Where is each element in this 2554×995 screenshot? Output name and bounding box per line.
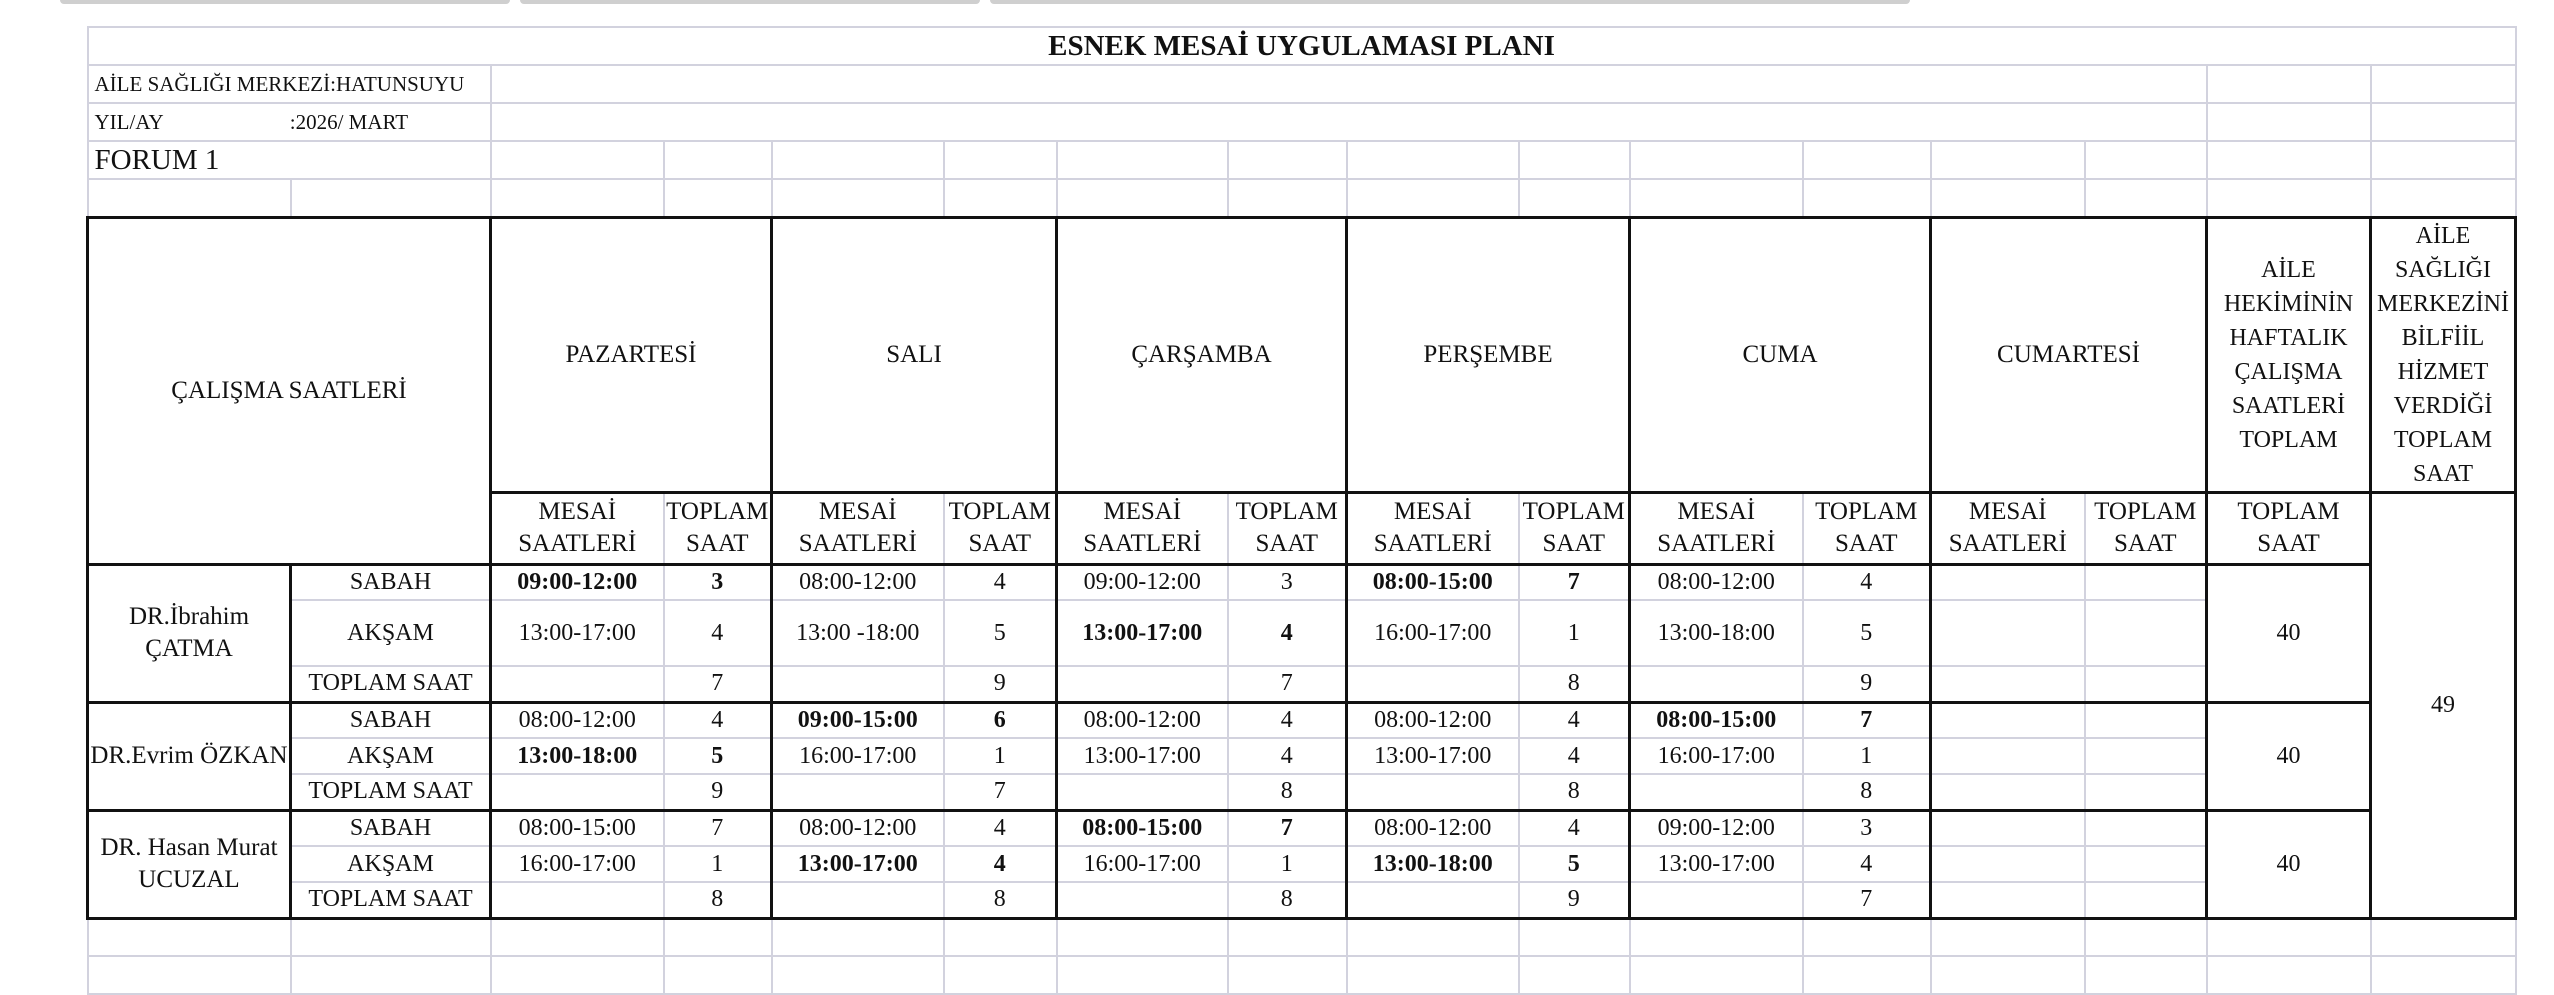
empty-cell[interactable]	[491, 774, 664, 810]
shift-label[interactable]: SABAH	[291, 564, 491, 600]
weekly-total-header[interactable]: AİLE HEKİMİNİN HAFTALIK ÇALIŞMA SAATLERİ TOPLAM	[2207, 217, 2371, 492]
empty-cell[interactable]	[88, 956, 291, 994]
shift-total[interactable]: 5	[1803, 600, 1931, 666]
empty-cell[interactable]	[1803, 141, 1931, 179]
empty-cell[interactable]	[1228, 141, 1347, 179]
empty-cell[interactable]	[88, 918, 291, 956]
doctor-name[interactable]: DR.İbrahim ÇATMA	[88, 564, 291, 702]
mesai-hours[interactable]	[1931, 810, 2085, 846]
empty-cell[interactable]	[1931, 882, 2085, 918]
mesai-hours[interactable]	[1931, 564, 2085, 600]
mesai-hours[interactable]: 08:00-12:00	[1347, 702, 1519, 738]
mesai-hours[interactable]: 16:00-17:00	[772, 738, 944, 774]
empty-cell[interactable]	[772, 774, 944, 810]
empty-cell[interactable]	[2371, 103, 2516, 141]
mesai-hours[interactable]: 16:00-17:00	[1347, 600, 1519, 666]
shift-label[interactable]: AKŞAM	[291, 600, 491, 666]
shift-total[interactable]: 1	[944, 738, 1057, 774]
empty-cell[interactable]	[1347, 141, 1519, 179]
mesai-saatleri-header[interactable]: MESAİ SAATLERİ	[1057, 492, 1228, 564]
mesai-hours[interactable]	[1931, 738, 2085, 774]
empty-cell[interactable]	[1057, 918, 1228, 956]
mesai-hours[interactable]: 08:00-15:00	[491, 810, 664, 846]
shift-total[interactable]: 7	[664, 810, 772, 846]
empty-cell[interactable]	[772, 918, 944, 956]
empty-cell[interactable]	[944, 956, 1057, 994]
shift-total[interactable]: 6	[944, 702, 1057, 738]
doctor-name[interactable]: DR.Evrim ÖZKAN	[88, 702, 291, 810]
mesai-hours[interactable]: 08:00-15:00	[1057, 810, 1228, 846]
daily-total[interactable]: 9	[944, 666, 1057, 702]
empty-cell[interactable]	[1630, 918, 1803, 956]
empty-cell[interactable]	[1228, 918, 1347, 956]
mesai-hours[interactable]: 09:00-12:00	[1630, 810, 1803, 846]
empty-cell[interactable]	[2371, 141, 2516, 179]
mesai-hours[interactable]: 08:00-15:00	[1630, 702, 1803, 738]
mesai-hours[interactable]: 08:00-12:00	[1057, 702, 1228, 738]
empty-cell[interactable]	[1630, 141, 1803, 179]
center-total-header[interactable]: AİLE SAĞLIĞI MERKEZİNİ BİLFİİL HİZMET VERDİĞİ TOPLAM SAAT	[2371, 217, 2516, 492]
empty-cell[interactable]	[291, 956, 491, 994]
shift-total[interactable]: 4	[944, 564, 1057, 600]
shift-label[interactable]: TOPLAM SAAT	[291, 666, 491, 702]
shift-total[interactable]: 1	[664, 846, 772, 882]
shift-label[interactable]: SABAH	[291, 810, 491, 846]
shift-total[interactable]: 4	[1228, 600, 1347, 666]
daily-total[interactable]: 9	[664, 774, 772, 810]
empty-cell[interactable]	[88, 179, 291, 217]
empty-cell[interactable]	[2207, 918, 2371, 956]
empty-cell[interactable]	[1347, 774, 1519, 810]
empty-cell[interactable]	[491, 65, 2207, 103]
mesai-saatleri-header[interactable]: MESAİ SAATLERİ	[1347, 492, 1519, 564]
daily-total[interactable]: 8	[1803, 774, 1931, 810]
mesai-hours[interactable]: 13:00-17:00	[772, 846, 944, 882]
mesai-hours[interactable]: 16:00-17:00	[1057, 846, 1228, 882]
empty-cell[interactable]	[491, 141, 664, 179]
toplam-saat-header[interactable]: TOPLAM SAAT	[1803, 492, 1931, 564]
shift-label[interactable]: TOPLAM SAAT	[291, 882, 491, 918]
shift-total[interactable]: 7	[1519, 564, 1630, 600]
empty-cell[interactable]	[944, 918, 1057, 956]
empty-cell[interactable]	[664, 918, 772, 956]
empty-cell[interactable]	[2207, 141, 2371, 179]
daily-total[interactable]: 8	[944, 882, 1057, 918]
empty-cell[interactable]	[772, 666, 944, 702]
plan-title[interactable]: ESNEK MESAİ UYGULAMASI PLANI	[88, 27, 2516, 65]
daily-total[interactable]: 7	[944, 774, 1057, 810]
shift-total[interactable]	[2085, 738, 2207, 774]
empty-cell[interactable]	[2207, 65, 2371, 103]
empty-cell[interactable]	[1803, 179, 1931, 217]
shift-total[interactable]: 1	[1228, 846, 1347, 882]
empty-cell[interactable]	[491, 918, 664, 956]
day-header[interactable]: ÇARŞAMBA	[1057, 217, 1347, 492]
empty-cell[interactable]	[1931, 918, 2085, 956]
empty-cell[interactable]	[2085, 179, 2207, 217]
shift-total[interactable]	[2085, 810, 2207, 846]
empty-cell[interactable]	[1803, 956, 1931, 994]
shift-total[interactable]: 4	[1519, 738, 1630, 774]
shift-total[interactable]: 3	[1803, 810, 1931, 846]
shift-total[interactable]: 4	[664, 600, 772, 666]
empty-cell[interactable]	[772, 882, 944, 918]
shift-total[interactable]: 4	[1803, 846, 1931, 882]
empty-cell[interactable]	[1931, 774, 2085, 810]
daily-total[interactable]	[2085, 666, 2207, 702]
shift-total[interactable]	[2085, 564, 2207, 600]
shift-total[interactable]: 1	[1519, 600, 1630, 666]
empty-cell[interactable]	[944, 141, 1057, 179]
shift-label[interactable]: AKŞAM	[291, 846, 491, 882]
mesai-hours[interactable]: 08:00-15:00	[1347, 564, 1519, 600]
year-month-value: :2026/ MART	[289, 109, 409, 134]
daily-total[interactable]: 8	[1519, 774, 1630, 810]
daily-total[interactable]: 9	[1519, 882, 1630, 918]
empty-cell[interactable]	[2371, 918, 2516, 956]
empty-cell[interactable]	[1519, 179, 1630, 217]
mesai-hours[interactable]: 08:00-12:00	[772, 810, 944, 846]
empty-cell[interactable]	[664, 141, 772, 179]
empty-cell[interactable]	[1347, 956, 1519, 994]
empty-cell[interactable]	[1228, 179, 1347, 217]
daily-total[interactable]: 8	[1228, 774, 1347, 810]
mesai-hours[interactable]: 13:00-18:00	[1630, 600, 1803, 666]
mesai-hours[interactable]: 08:00-12:00	[772, 564, 944, 600]
shift-total[interactable]: 5	[944, 600, 1057, 666]
empty-cell[interactable]	[491, 882, 664, 918]
working-hours-header[interactable]: ÇALIŞMA SAATLERİ	[88, 217, 491, 564]
shift-total[interactable]: 4	[944, 810, 1057, 846]
toplam-saat-header[interactable]: TOPLAM SAAT	[1228, 492, 1347, 564]
toplam-saat-header[interactable]: TOPLAM SAAT	[1519, 492, 1630, 564]
shift-total[interactable]	[2085, 600, 2207, 666]
shift-total[interactable]: 3	[664, 564, 772, 600]
mesai-hours[interactable]: 13:00-17:00	[1057, 738, 1228, 774]
empty-cell[interactable]	[2085, 918, 2207, 956]
empty-cell[interactable]	[1519, 956, 1630, 994]
mesai-hours[interactable]	[1931, 846, 2085, 882]
daily-total[interactable]	[2085, 774, 2207, 810]
year-month-label[interactable]	[88, 103, 491, 141]
empty-cell[interactable]	[1630, 956, 1803, 994]
mesai-saatleri-header[interactable]: MESAİ SAATLERİ	[491, 492, 664, 564]
empty-cell[interactable]	[2207, 179, 2371, 217]
empty-cell[interactable]	[1347, 666, 1519, 702]
empty-cell[interactable]	[1931, 179, 2085, 217]
empty-cell[interactable]	[2207, 956, 2371, 994]
empty-cell[interactable]	[1630, 179, 1803, 217]
mesai-saatleri-header[interactable]: MESAİ SAATLERİ	[1630, 492, 1803, 564]
flex-hours-table	[86, 26, 2517, 995]
mesai-hours[interactable]	[1931, 702, 2085, 738]
daily-total[interactable]: 7	[664, 666, 772, 702]
year-month-key: YIL/AY	[94, 109, 164, 134]
mesai-hours[interactable]: 13:00-17:00	[491, 600, 664, 666]
mesai-hours[interactable]: 13:00-18:00	[1347, 846, 1519, 882]
daily-total[interactable]	[2085, 882, 2207, 918]
empty-cell[interactable]	[491, 103, 2207, 141]
empty-cell[interactable]	[1228, 956, 1347, 994]
sheet-tab-edge	[60, 0, 510, 4]
health-center-label[interactable]: AİLE SAĞLIĞI MERKEZİ:HATUNSUYU	[88, 65, 491, 103]
empty-cell[interactable]	[1057, 956, 1228, 994]
mesai-hours[interactable]	[1931, 600, 2085, 666]
empty-cell[interactable]	[772, 141, 944, 179]
shift-total[interactable]: 4	[944, 846, 1057, 882]
day-header[interactable]: CUMA	[1630, 217, 1931, 492]
empty-cell[interactable]	[2085, 956, 2207, 994]
empty-cell[interactable]	[1630, 666, 1803, 702]
empty-cell[interactable]	[1057, 666, 1228, 702]
mesai-hours[interactable]: 16:00-17:00	[491, 846, 664, 882]
mesai-hours[interactable]: 13:00-17:00	[1347, 738, 1519, 774]
shift-label[interactable]: SABAH	[291, 702, 491, 738]
shift-total[interactable]: 4	[1519, 702, 1630, 738]
empty-cell[interactable]	[664, 179, 772, 217]
empty-cell[interactable]	[1057, 141, 1228, 179]
shift-total[interactable]: 5	[1519, 846, 1630, 882]
mesai-hours[interactable]: 09:00-15:00	[772, 702, 944, 738]
doctor-name[interactable]: DR. Hasan Murat UCUZAL	[88, 810, 291, 918]
mesai-hours[interactable]: 13:00-17:00	[1630, 846, 1803, 882]
mesai-hours[interactable]: 13:00-17:00	[1057, 600, 1228, 666]
empty-cell[interactable]	[1931, 956, 2085, 994]
toplam-saat-header[interactable]: TOPLAM SAAT	[664, 492, 772, 564]
forum-label[interactable]: FORUM 1	[88, 141, 491, 179]
daily-total[interactable]: 7	[1228, 666, 1347, 702]
empty-cell[interactable]	[1347, 882, 1519, 918]
empty-cell[interactable]	[291, 179, 491, 217]
shift-total[interactable]: 1	[1803, 738, 1931, 774]
empty-cell[interactable]	[291, 918, 491, 956]
empty-cell[interactable]	[1057, 882, 1228, 918]
shift-label[interactable]: TOPLAM SAAT	[291, 774, 491, 810]
day-header[interactable]: CUMARTESİ	[1931, 217, 2207, 492]
empty-cell[interactable]	[2085, 141, 2207, 179]
sheet-tab-edge	[520, 0, 980, 4]
toplam-saat-header[interactable]: TOPLAM SAAT	[2207, 492, 2371, 564]
empty-cell[interactable]	[1347, 918, 1519, 956]
mesai-hours[interactable]: 08:00-12:00	[1347, 810, 1519, 846]
empty-cell[interactable]	[1519, 141, 1630, 179]
shift-total[interactable]: 4	[1228, 702, 1347, 738]
mesai-saatleri-header[interactable]: MESAİ SAATLERİ	[1931, 492, 2085, 564]
empty-cell[interactable]	[944, 179, 1057, 217]
empty-cell[interactable]	[664, 956, 772, 994]
shift-total[interactable]: 5	[664, 738, 772, 774]
empty-cell[interactable]	[1347, 179, 1519, 217]
mesai-hours[interactable]: 08:00-12:00	[491, 702, 664, 738]
shift-total[interactable]: 7	[1803, 702, 1931, 738]
mesai-hours[interactable]: 13:00-18:00	[491, 738, 664, 774]
day-header[interactable]: PERŞEMBE	[1347, 217, 1630, 492]
mesai-hours[interactable]: 09:00-12:00	[1057, 564, 1228, 600]
day-header[interactable]: PAZARTESİ	[491, 217, 772, 492]
empty-cell[interactable]	[1057, 179, 1228, 217]
daily-total[interactable]: 8	[1228, 882, 1347, 918]
empty-cell[interactable]	[491, 179, 664, 217]
mesai-saatleri-header[interactable]: MESAİ SAATLERİ	[772, 492, 944, 564]
weekly-total-value[interactable]: 40	[2207, 810, 2371, 918]
shift-total[interactable]: 7	[1228, 810, 1347, 846]
empty-cell[interactable]	[1057, 774, 1228, 810]
daily-total[interactable]: 8	[664, 882, 772, 918]
shift-total[interactable]: 3	[1228, 564, 1347, 600]
empty-cell[interactable]	[1519, 918, 1630, 956]
empty-cell[interactable]	[491, 666, 664, 702]
empty-cell[interactable]	[1803, 918, 1931, 956]
empty-cell[interactable]	[2371, 179, 2516, 217]
shift-total[interactable]: 4	[1519, 810, 1630, 846]
empty-cell[interactable]	[1630, 882, 1803, 918]
empty-cell[interactable]	[491, 956, 664, 994]
sheet-tab-edge	[990, 0, 1910, 4]
empty-cell[interactable]	[1630, 774, 1803, 810]
empty-cell[interactable]	[2207, 103, 2371, 141]
shift-total[interactable]	[2085, 846, 2207, 882]
shift-total[interactable]: 4	[1803, 564, 1931, 600]
weekly-total-value[interactable]: 40	[2207, 702, 2371, 810]
shift-label[interactable]: AKŞAM	[291, 738, 491, 774]
shift-total[interactable]	[2085, 702, 2207, 738]
daily-total[interactable]: 8	[1519, 666, 1630, 702]
mesai-hours[interactable]: 09:00-12:00	[491, 564, 664, 600]
empty-cell[interactable]	[2371, 956, 2516, 994]
daily-total[interactable]: 9	[1803, 666, 1931, 702]
shift-total[interactable]: 4	[1228, 738, 1347, 774]
daily-total[interactable]: 7	[1803, 882, 1931, 918]
empty-cell[interactable]	[2371, 65, 2516, 103]
mesai-hours[interactable]: 13:00 -18:00	[772, 600, 944, 666]
empty-cell[interactable]	[772, 179, 944, 217]
mesai-hours[interactable]: 08:00-12:00	[1630, 564, 1803, 600]
weekly-total-value[interactable]: 40	[2207, 564, 2371, 702]
day-header[interactable]: SALI	[772, 217, 1057, 492]
empty-cell[interactable]	[772, 956, 944, 994]
empty-cell[interactable]	[1931, 141, 2085, 179]
mesai-hours[interactable]: 16:00-17:00	[1630, 738, 1803, 774]
empty-cell[interactable]	[1931, 666, 2085, 702]
toplam-saat-header[interactable]: TOPLAM SAAT	[2085, 492, 2207, 564]
shift-total[interactable]: 4	[664, 702, 772, 738]
center-total-value[interactable]: 49	[2371, 492, 2516, 918]
toplam-saat-header[interactable]: TOPLAM SAAT	[944, 492, 1057, 564]
